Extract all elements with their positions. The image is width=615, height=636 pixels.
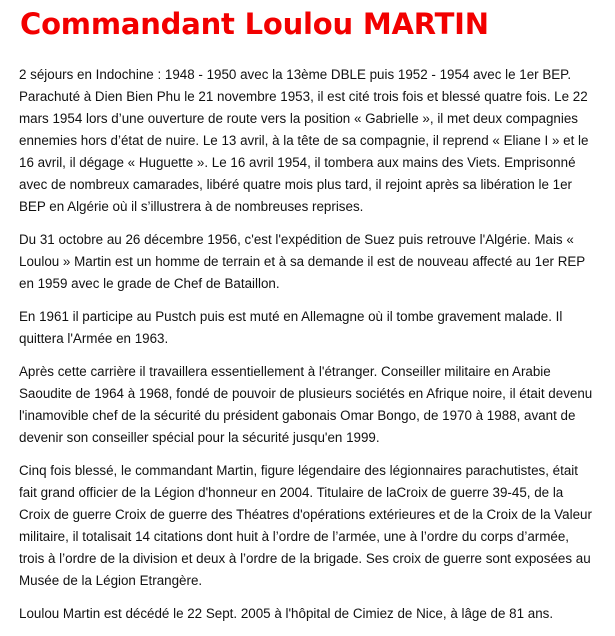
paragraph-suez: Du 31 octobre au 26 décembre 1956, c'est l'expédition de Suez puis retrouve l'Algérie. Mais « Loulou » Martin est un homme de terrain et à sa demande il est de nouveau affecté au 1er REP en 1959 avec le grade de Chef de Bataillon.: [19, 232, 585, 291]
page-title: Commandant Loulou MARTIN: [20, 7, 489, 41]
paragraph-death: Loulou Martin est décédé le 22 Sept. 2005 à l'hôpital de Cimiez de Nice, à lâge de 81 ans.: [19, 606, 554, 621]
paragraph-career-abroad: Après cette carrière il travaillera essentiellement à l'étranger. Conseiller militaire en Arabie Saoudite de 1964 à 1968, fondé de pouvoir de plusieurs sociétés en Afrique noire, il était devenu l'inamovible chef de la sécurité du président gabonais Omar Bongo, de 1970 à 1988, avant de devenir son conseiller spécial pour la sécurité jusqu'en 1999.: [19, 364, 593, 445]
paragraph-indochine: 2 séjours en Indochine : 1948 - 1950 avec la 13ème DBLE puis 1952 - 1954 avec le 1er BEP. Parachuté à Dien Bien Phu le 21 novembre 1953, il est cité trois fois et blessé quatre fois. Le 22 mars 1954 lors d’une ouverture de route vers la position « Gabrielle », il met deux compagnies ennemies hors d’état de nuire. Le 13 avril, à la tête de sa compagnie, il reprend « Eliane I » et le 16 avril, il dégage « Huguette ». Le 16 avril 1954, il tombera aux mains des Viets. Emprisonné avec de nombreux camarades, libéré quatre mois plus tard, il rejoint après sa libération le 1er BEP en Algérie où il s’illustrera à de nombreuses reprises.: [19, 67, 589, 214]
paragraph-decorations: Cinq fois blessé, le commandant Martin, figure légendaire des légionnaires parachutistes, était fait grand officier de la Légion d'honneur en 2004. Titulaire de laCroix de guerre 39-45, de la Croix de guerre Croix de guerre des Théatres d'opérations extérieures et de la Croix de la Valeur militaire, il totalisait 14 citations dont huit à l’ordre de l’armée, une à l’ordre du corps d’armée, trois à l’ordre de la division et deux à l’ordre de la brigade. Ses croix de guerre sont exposées au Musée de la Légion Etrangère.: [19, 463, 592, 588]
paragraph-putsch: En 1961 il participe au Pustch puis est muté en Allemagne où il tombe gravement malade. Il quittera l'Armée en 1963.: [19, 309, 563, 346]
document-body: [19, 64, 593, 636]
